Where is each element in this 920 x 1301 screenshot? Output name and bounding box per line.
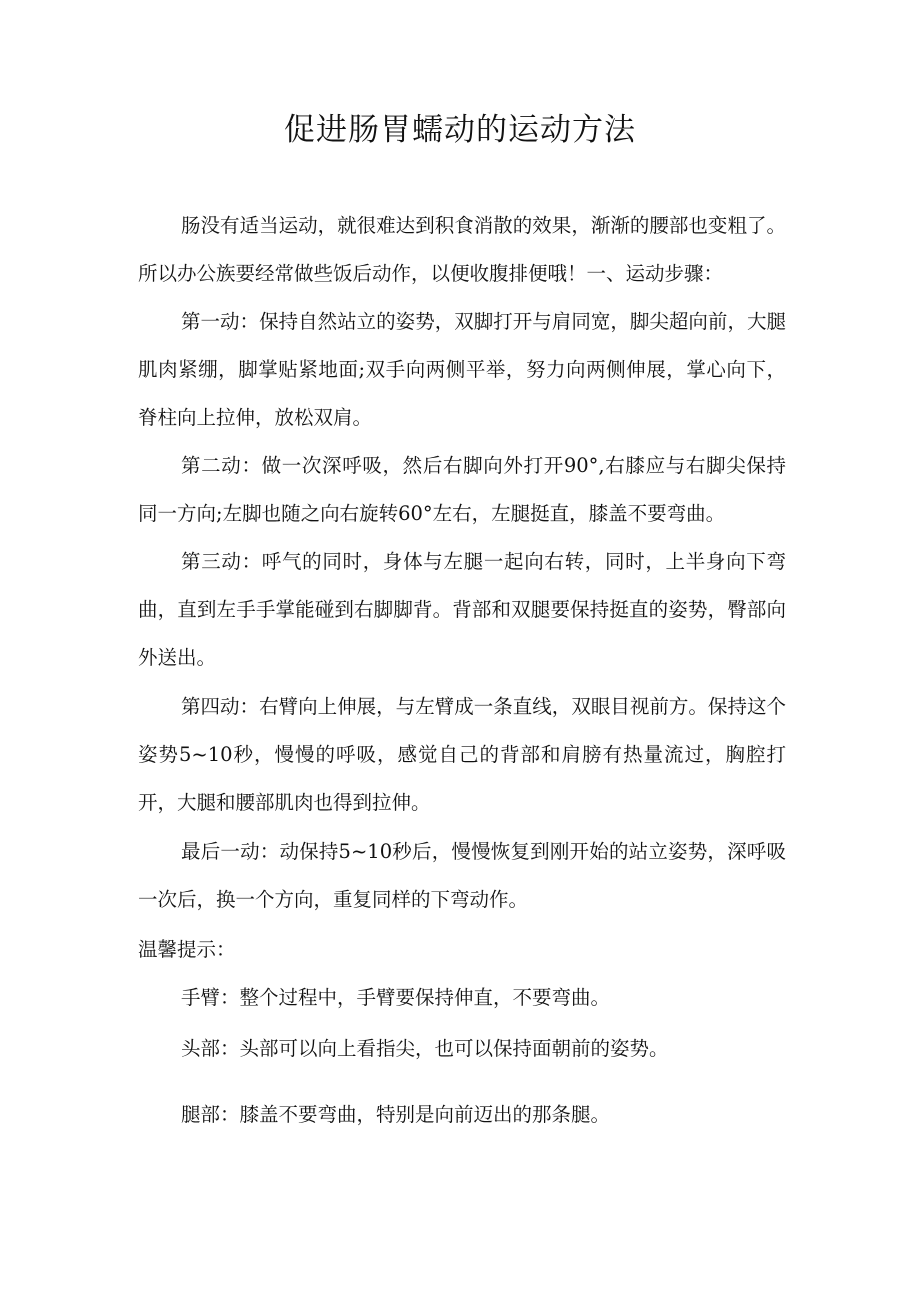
tip-item-arm: 手臂：整个过程中，手臂要保持伸直，不要弯曲。 xyxy=(181,986,611,1009)
step-paragraph-3: 第三动：呼气的同时，身体与左腿一起向右转，同时，上半身向下弯曲，直到左手手掌能碰到右脚脚背。背部和双腿要保持挺直的姿势，臀部向外送出。 xyxy=(138,550,786,669)
step-paragraph-1: 第一动：保持自然站立的姿势，双脚打开与肩同宽，脚尖超向前，大腿肌肉紧绷，脚掌贴紧地面;双手向两侧平举，努力向两侧伸展，掌心向下，脊柱向上拉伸，放松双肩。 xyxy=(138,310,786,429)
intro-text: 肠没有适当运动，就很难达到积食消散的效果，渐渐的腰部也变粗了。所以办公族要经常做些饭后动作，以便收腹排便哦！ xyxy=(138,214,786,285)
tips-heading: 温馨提示： xyxy=(138,938,236,961)
tip-item-leg: 腿部：膝盖不要弯曲，特别是向前迈出的那条腿。 xyxy=(181,1103,611,1126)
section-heading-steps: 一、运动步骤： xyxy=(586,262,724,285)
tip-item-head: 头部：头部可以向上看指尖，也可以保持面朝前的姿势。 xyxy=(181,1037,669,1060)
step-paragraph-2: 第二动：做一次深呼吸，然后右脚向外打开90°,右膝应与右脚尖保持同一方向;左脚也随之向右旋转60°左右，左腿挺直，膝盖不要弯曲。 xyxy=(138,454,786,525)
step-paragraph-4: 第四动：右臂向上伸展，与左臂成一条直线，双眼目视前方。保持这个姿势5~10秒，慢慢的呼吸，感觉自己的背部和肩膀有热量流过，胸腔打开，大腿和腰部肌肉也得到拉伸。 xyxy=(138,695,786,814)
page-title: 促进肠胃蠕动的运动方法 xyxy=(284,112,636,148)
step-paragraph-5: 最后一动：动保持5~10秒后，慢慢恢复到刚开始的站立姿势，深呼吸一次后，换一个方向，重复同样的下弯动作。 xyxy=(138,840,786,911)
intro-paragraph xyxy=(138,202,786,298)
